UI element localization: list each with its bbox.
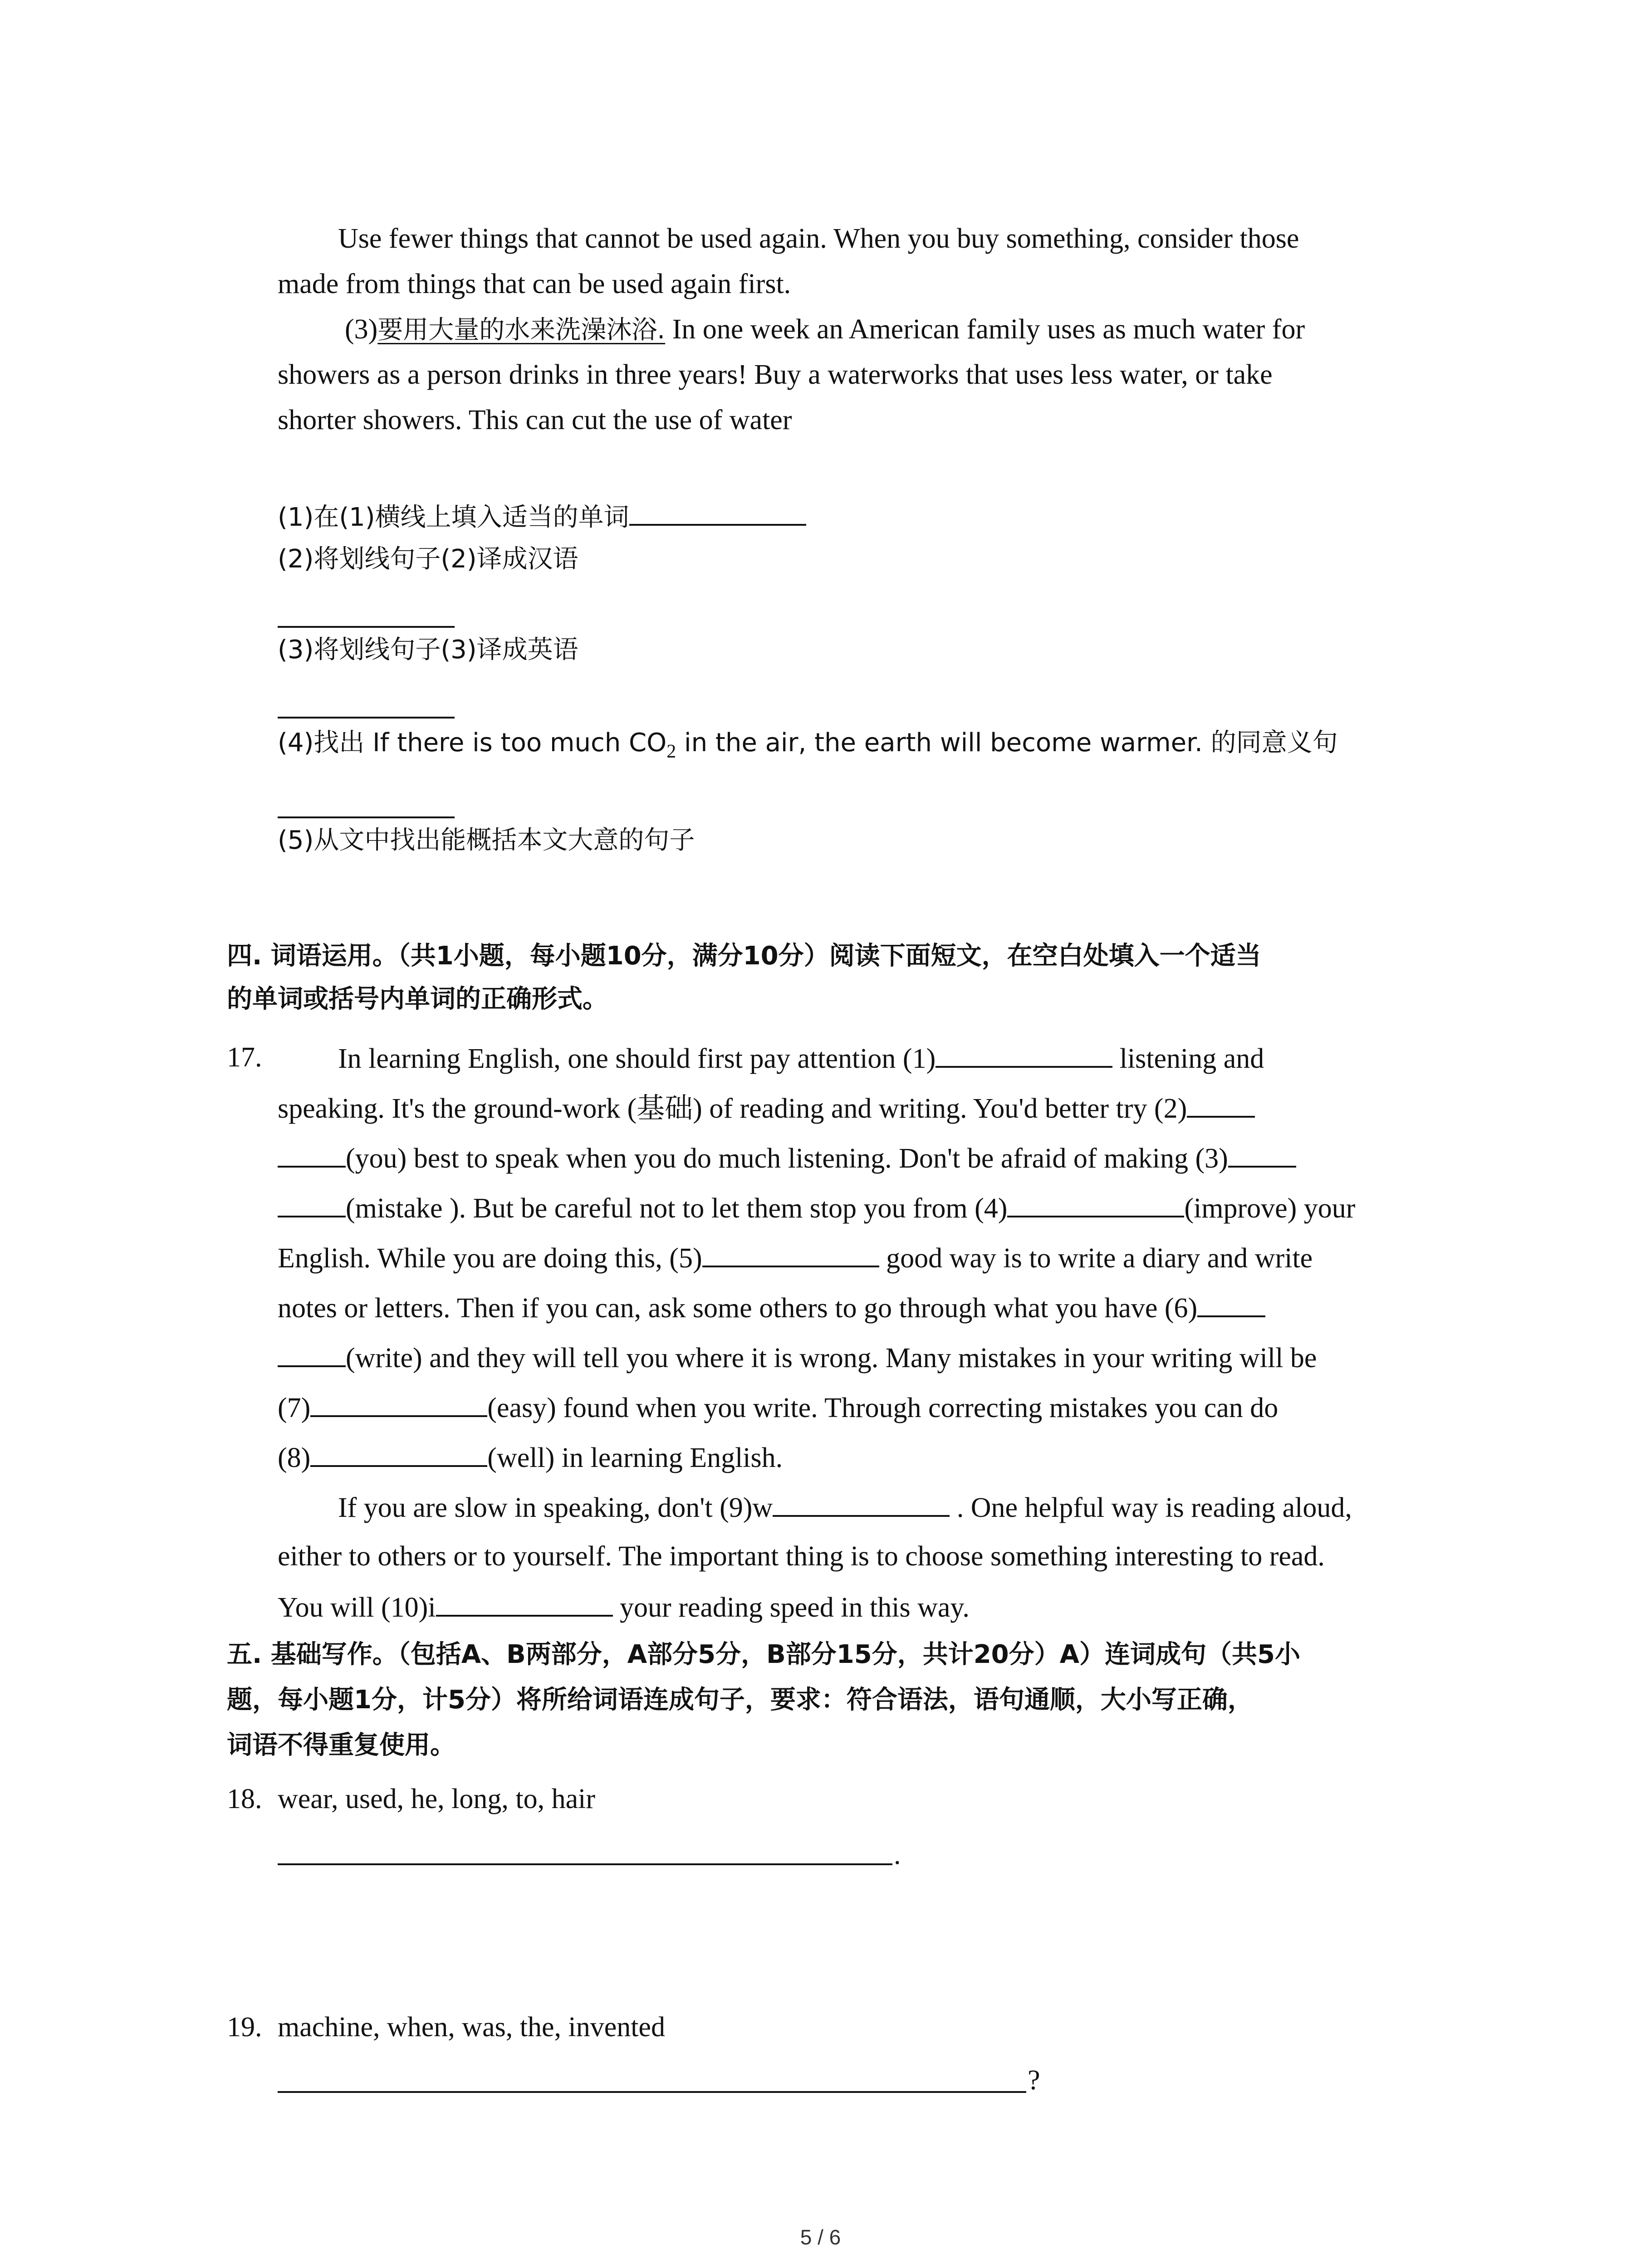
- passage-line: [278, 1592, 970, 1622]
- passage-text: (you) best to speak when you do much listening. Don't be afraid of making (3): [346, 1143, 1228, 1174]
- task-1: [278, 501, 806, 531]
- passage-line: [278, 1193, 1355, 1222]
- passage-line: [338, 1492, 1352, 1522]
- passage-text: speaking. It's the ground-work (基础) of reading and writing. You'd better try (2): [278, 1093, 1187, 1124]
- page-number: 5 / 6: [800, 2225, 841, 2249]
- task-3: (3)将划线句子(3)译成英语: [278, 635, 578, 665]
- blank-10[interactable]: [436, 1592, 613, 1617]
- question-number: 18.: [227, 1784, 262, 1814]
- passage-text: (write) and they will tell you where it is wrong. Many mistakes in your writing will be: [346, 1343, 1317, 1374]
- blank-2-cont[interactable]: [278, 1143, 346, 1168]
- task-text: in the air, the earth will become warmer. 的同意义句: [676, 728, 1338, 758]
- passage-line: Use fewer things that cannot be used again. When you buy something, consider those: [338, 223, 1299, 254]
- passage-line: [278, 1143, 1296, 1173]
- passage-text: (8): [278, 1442, 311, 1473]
- answer-blank[interactable]: [629, 501, 806, 526]
- section-heading: 四. 词语运用。（共1小题，每小题10分，满分10分）阅读下面短文，在空白处填入一个适当: [227, 941, 1261, 971]
- task-text: (1)在(1)横线上填入适当的单词: [278, 503, 629, 532]
- task-4: [278, 728, 1338, 761]
- question-words: wear, used, he, long, to, hair: [278, 1784, 595, 1814]
- task-2: (2)将划线句子(2)译成汉语: [278, 544, 578, 574]
- end-punctuation: ?: [1028, 2065, 1040, 2096]
- passage-line: [278, 1393, 1278, 1422]
- passage-text: If you are slow in speaking, don't (9)w: [338, 1492, 773, 1523]
- blank-6-cont[interactable]: [278, 1343, 346, 1367]
- passage-line: [278, 1243, 1313, 1272]
- passage-line: [345, 315, 1305, 343]
- answer-blank[interactable]: [278, 626, 455, 628]
- passage-line: made from things that can be used again first.: [278, 269, 791, 299]
- blank-3[interactable]: [1228, 1143, 1296, 1168]
- passage-line: [338, 1043, 1264, 1073]
- blank-3-cont[interactable]: [278, 1193, 346, 1217]
- sentence-number: (3): [345, 314, 378, 345]
- question-number: 17.: [227, 1042, 262, 1073]
- passage-text: You will (10)i: [278, 1592, 436, 1623]
- passage-text: (well) in learning English.: [487, 1442, 783, 1473]
- passage-line: [278, 1343, 1317, 1372]
- passage-text: In one week an American family uses as much water for: [665, 314, 1305, 345]
- section-heading: 词语不得重复使用。: [227, 1730, 456, 1760]
- passage-text: (improve) your: [1184, 1193, 1356, 1224]
- passage-line: showers as a person drinks in three years! Buy a waterworks that uses less water, or take: [278, 359, 1273, 390]
- passage-text: your reading speed in this way.: [612, 1592, 970, 1623]
- section-heading: 的单词或括号内单词的正确形式。: [227, 984, 608, 1014]
- passage-text: good way is to write a diary and write: [879, 1243, 1313, 1274]
- blank-8[interactable]: [310, 1442, 487, 1467]
- blank-7[interactable]: [310, 1393, 487, 1417]
- section-heading: 五. 基础写作。（包括A、B两部分，A部分5分，B部分15分，共计20分）A）连词成句（共5小: [227, 1640, 1300, 1669]
- blank-2[interactable]: [1187, 1093, 1255, 1118]
- passage-text: . One helpful way is reading aloud,: [950, 1492, 1352, 1523]
- passage-line: shorter showers. This can cut the use of water: [278, 405, 792, 435]
- passage-line: [278, 1093, 1255, 1123]
- question-words: machine, when, was, the, invented: [278, 2012, 665, 2043]
- answer-blank[interactable]: [278, 717, 455, 719]
- passage-line: [278, 1293, 1265, 1322]
- passage-text: English. While you are doing this, (5): [278, 1243, 702, 1274]
- passage-text: In learning English, one should first pay attention (1): [338, 1043, 936, 1074]
- section-heading: 题，每小题1分，计5分）将所给词语连成句子，要求：符合语法，语句通顺，大小写正确，: [227, 1685, 1253, 1715]
- passage-line: [278, 1442, 783, 1472]
- underlined-sentence-3: 要用大量的水来洗澡沐浴.: [377, 315, 666, 345]
- blank-9[interactable]: [773, 1492, 950, 1517]
- end-punctuation: .: [894, 1839, 901, 1870]
- blank-6[interactable]: [1197, 1293, 1265, 1317]
- task-text: (4)找出 If there is too much CO: [278, 728, 667, 758]
- blank-4[interactable]: [1007, 1193, 1184, 1217]
- blank-1[interactable]: [936, 1043, 1112, 1068]
- passage-line: either to others or to yourself. The important thing is to choose something interesting to read.: [278, 1541, 1325, 1572]
- passage-text: (easy) found when you write. Through correcting mistakes you can do: [487, 1393, 1279, 1423]
- passage-text: (mistake ). But be careful not to let them stop you from (4): [346, 1193, 1008, 1224]
- passage-text: notes or letters. Then if you can, ask some others to go through what you have (6): [278, 1293, 1198, 1324]
- passage-text: (7): [278, 1393, 311, 1423]
- answer-line-19[interactable]: [278, 2091, 1026, 2093]
- subscript: 2: [666, 741, 676, 762]
- answer-line-18[interactable]: [278, 1863, 892, 1865]
- passage-text: listening and: [1112, 1043, 1264, 1074]
- blank-5[interactable]: [702, 1243, 879, 1267]
- task-5: (5)从文中找出能概括本文大意的句子: [278, 826, 695, 855]
- answer-blank[interactable]: [278, 816, 455, 818]
- question-number: 19.: [227, 2012, 262, 2043]
